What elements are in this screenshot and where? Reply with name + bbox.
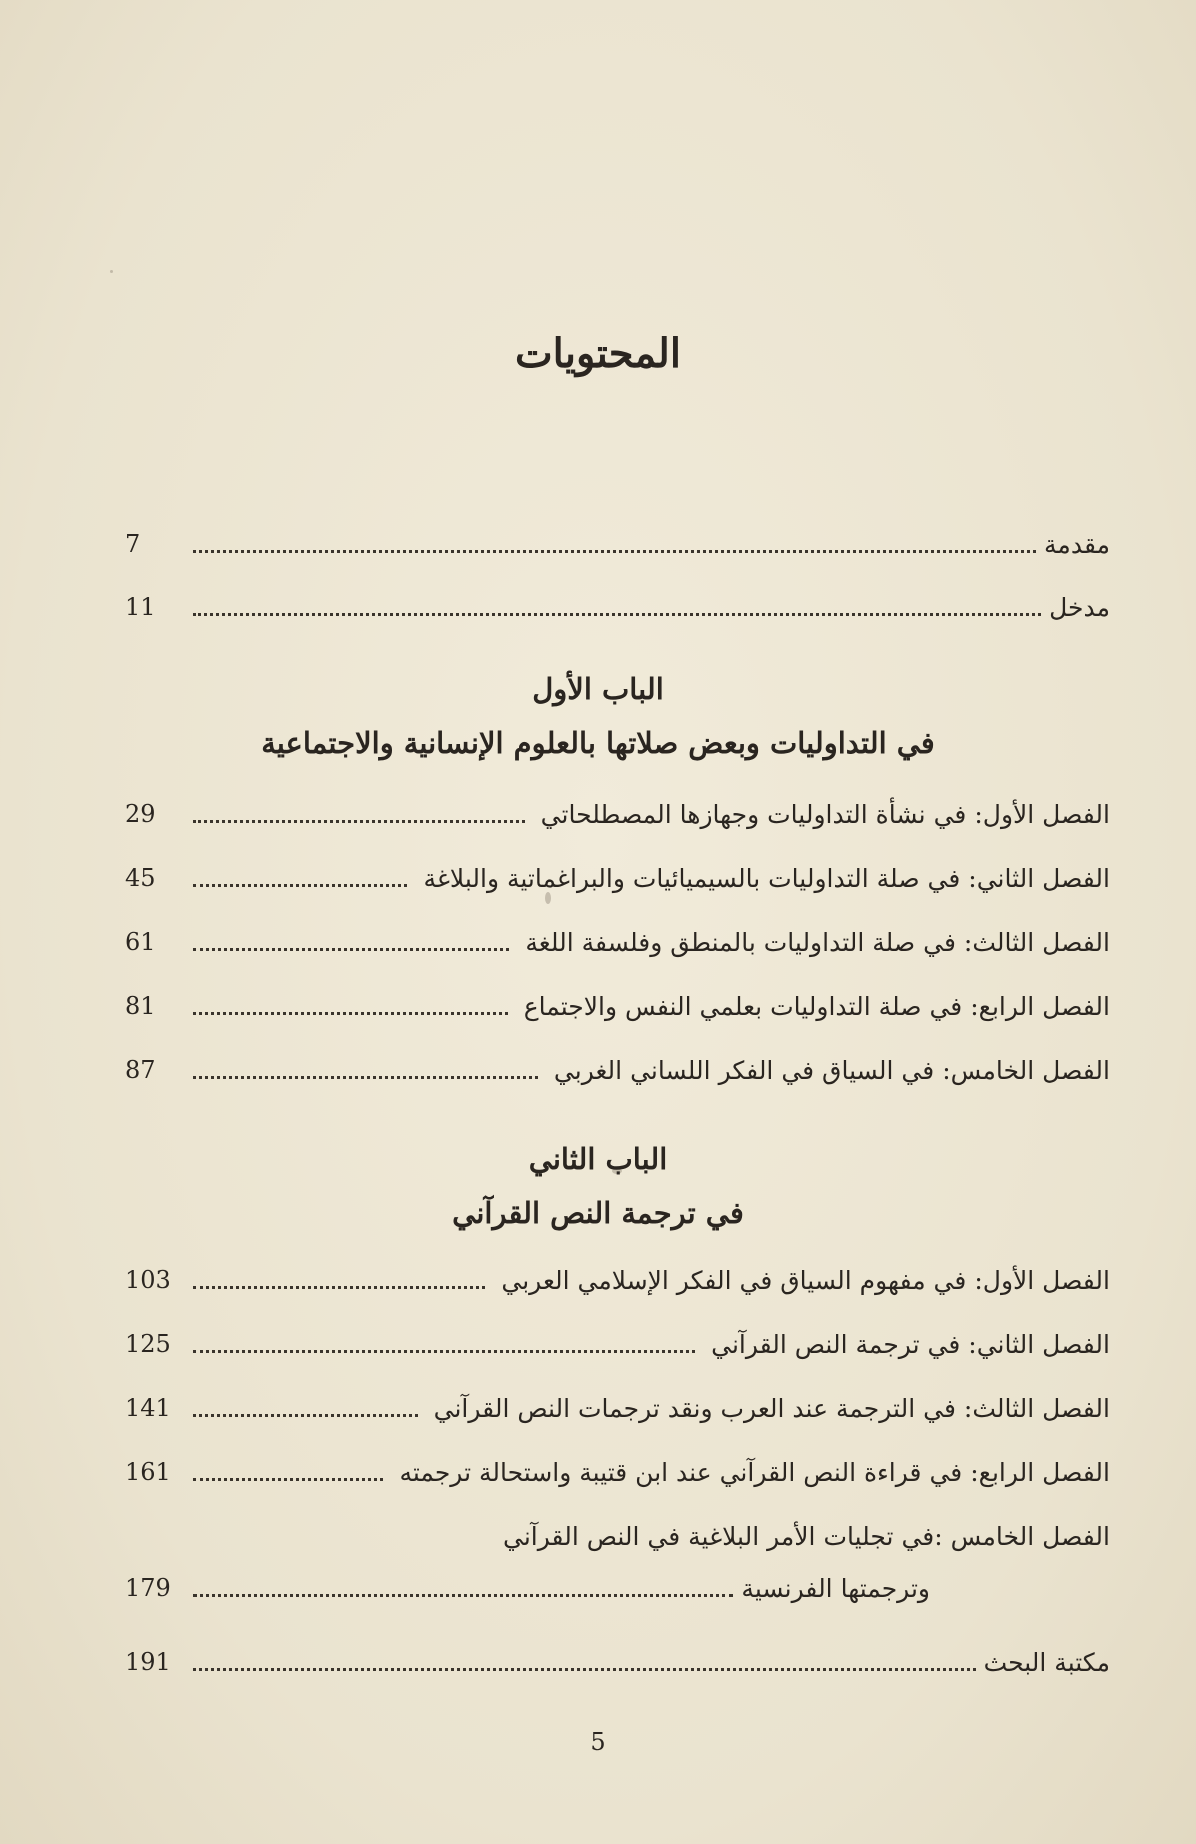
chapter-label: الفصل الثاني: [968, 863, 1110, 893]
dot-leader [193, 884, 407, 887]
chapter-label: الفصل الثاني: [968, 1329, 1110, 1359]
toc-label: مقدمة [1044, 529, 1110, 559]
toc-entry-part1-ch5[interactable] [125, 1048, 1110, 1092]
dot-leader [193, 1076, 538, 1079]
toc-page-number: 179 [125, 1574, 171, 1602]
chapter-title: في الترجمة عند العرب ونقد ترجمات النص القرآني [433, 1393, 956, 1423]
toc-page-number: 61 [125, 928, 156, 956]
dot-leader [193, 1286, 485, 1289]
toc-page-number: 103 [125, 1266, 171, 1294]
part2-heading: الباب الثاني [528, 1142, 668, 1176]
chapter-title: في صلة التداوليات بالمنطق وفلسفة اللغة [525, 927, 956, 957]
dot-leader [193, 613, 1041, 616]
chapter-title: في السياق في الفكر اللساني الغربي [553, 1055, 935, 1085]
part1-heading: الباب الأول [532, 672, 664, 706]
toc-page-number: 191 [125, 1648, 171, 1676]
toc-page-number: 29 [125, 800, 156, 828]
toc-entry-part2-ch4[interactable] [125, 1450, 1110, 1494]
toc-page-number: 87 [125, 1056, 156, 1084]
toc-entry-part1-ch2[interactable] [125, 856, 1110, 900]
dot-leader [193, 1594, 733, 1597]
chapter-label: الفصل الأول: [974, 1265, 1110, 1295]
chapter-label: الفصل الرابع: [970, 991, 1110, 1021]
dot-leader [193, 820, 525, 823]
toc-entry-part2-ch2[interactable] [125, 1322, 1110, 1366]
toc-page-number: 161 [125, 1458, 171, 1486]
toc-entry-part1-ch3[interactable] [125, 920, 1110, 964]
chapter-label: الفصل الخامس: [942, 1055, 1110, 1085]
chapter-title: في تجليات الأمر البلاغية في النص القرآني [503, 1521, 935, 1551]
chapter-label: الفصل الخامس : [934, 1521, 1110, 1551]
toc-entry-part2-ch1[interactable] [125, 1258, 1110, 1302]
part2-subheading: في ترجمة النص القرآني [452, 1196, 744, 1230]
chapter-label: الفصل الثالث: [963, 927, 1110, 957]
paper-speck [110, 270, 113, 273]
chapter-title: في نشأة التداوليات وجهازها المصطلحاتي [540, 799, 967, 829]
toc-entry-part1-ch1[interactable] [125, 792, 1110, 836]
toc-entry-part2-ch5-line2[interactable] [125, 1566, 1110, 1610]
toc-entry-bibliography[interactable] [125, 1640, 1110, 1684]
chapter-title: في صلة التداوليات بالسيميائيات والبراغماتية والبلاغة [423, 863, 961, 893]
toc-label: مكتبة البحث [983, 1647, 1110, 1677]
dot-leader [193, 1012, 508, 1015]
dot-leader [193, 1668, 976, 1671]
page-number: 5 [590, 1728, 606, 1756]
chapter-label: الفصل الرابع: [970, 1457, 1110, 1487]
dot-leader [193, 550, 1036, 553]
dot-leader [193, 1350, 695, 1353]
toc-page-number: 7 [125, 530, 141, 558]
dot-leader [193, 1478, 383, 1481]
toc-page-number: 125 [125, 1330, 171, 1358]
chapter-title: في ترجمة النص القرآني [711, 1329, 961, 1359]
chapter-title: في قراءة النص القرآني عند ابن قتيبة واستحالة ترجمته [399, 1457, 963, 1487]
toc-entry-introduction[interactable] [125, 522, 1110, 566]
chapter-title: في مفهوم السياق في الفكر الإسلامي العربي [501, 1265, 967, 1295]
toc-page-number: 141 [125, 1394, 171, 1422]
part1-subheading: في التداوليات وبعض صلاتها بالعلوم الإنسانية والاجتماعية [261, 726, 935, 760]
toc-page-number: 81 [125, 992, 156, 1020]
chapter-label: الفصل الأول: [974, 799, 1110, 829]
chapter-title-continued: وترجمتها الفرنسية [741, 1573, 930, 1603]
toc-entry-part2-ch5-line1[interactable] [125, 1514, 1110, 1558]
toc-label: مدخل [1049, 592, 1110, 622]
dot-leader [193, 1414, 418, 1417]
toc-entry-part1-ch4[interactable] [125, 984, 1110, 1028]
toc-page-number: 45 [125, 864, 156, 892]
toc-page-number: 11 [125, 593, 156, 621]
dot-leader [193, 948, 509, 951]
page-title: المحتويات [515, 330, 681, 377]
toc-entry-part2-ch3[interactable] [125, 1386, 1110, 1430]
toc-entry-prologue[interactable] [125, 585, 1110, 629]
chapter-label: الفصل الثالث: [963, 1393, 1110, 1423]
chapter-title: في صلة التداوليات بعلمي النفس والاجتماع [523, 991, 963, 1021]
